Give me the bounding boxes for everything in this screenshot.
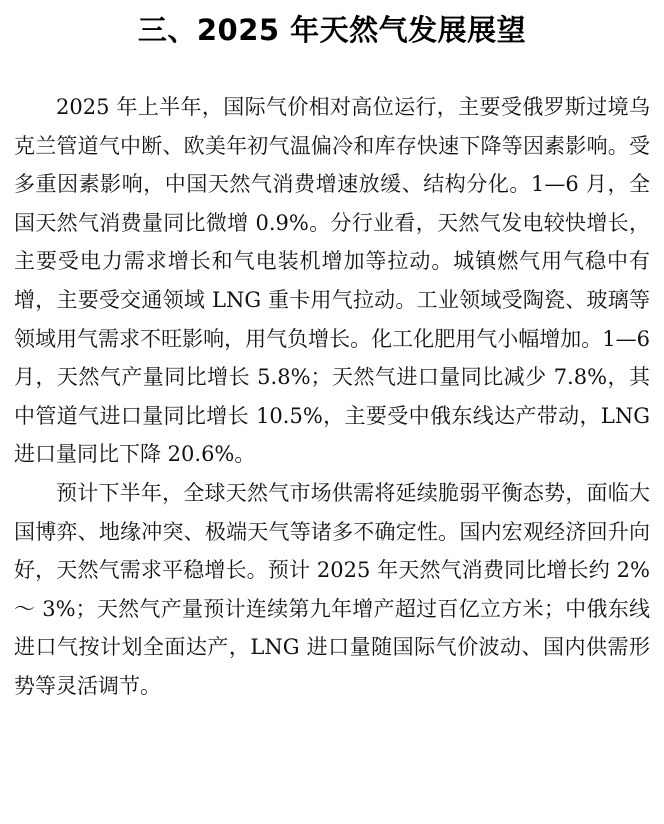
paragraph-first-half-review: 2025 年上半年，国际气价相对高位运行，主要受俄罗斯过境乌克兰管道气中断、欧美年初气温偏冷和库存快速下降等因素影响。受多重因素影响，中国天然气消费增速放缓、结构分化。1—6 月，全国天然气消费量同比微增 0.9%。分行业看，天然气发电较快增长，主要受电力需求增长和气电装机增加等拉动。城镇燃气用气稳中有增，主要受交通领域 LNG 重卡用气拉动。工业领域受陶瓷、玻璃等领域用气需求不旺影响，用气负增长。化工化肥用气小幅增加。1—6 月，天然气产量同比增长 5.8%；天然气进口量同比减少 7.8%，其中管道气进口量同比增长 10.5%，主要受中俄东线达产带动，LNG 进口量同比下降 20.6%。 — [14, 95, 650, 467]
paragraph-second-half-outlook: 预计下半年，全球天然气市场供需将延续脆弱平衡态势，面临大国博弈、地缘冲突、极端天气等诸多不确定性。国内宏观经济回升向好，天然气需求平稳增长。预计 2025 年天然气消费同比增长约 2% ～ 3%；天然气产量预计连续第九年增产超过百亿立方米；中俄东线进口气按计划全面达产，LNG 进口量随国际气价波动、国内供需形势等灵活调节。 — [14, 480, 650, 698]
section-title: 三、2025 年天然气发展展望 — [137, 13, 527, 47]
document-body — [14, 88, 650, 706]
